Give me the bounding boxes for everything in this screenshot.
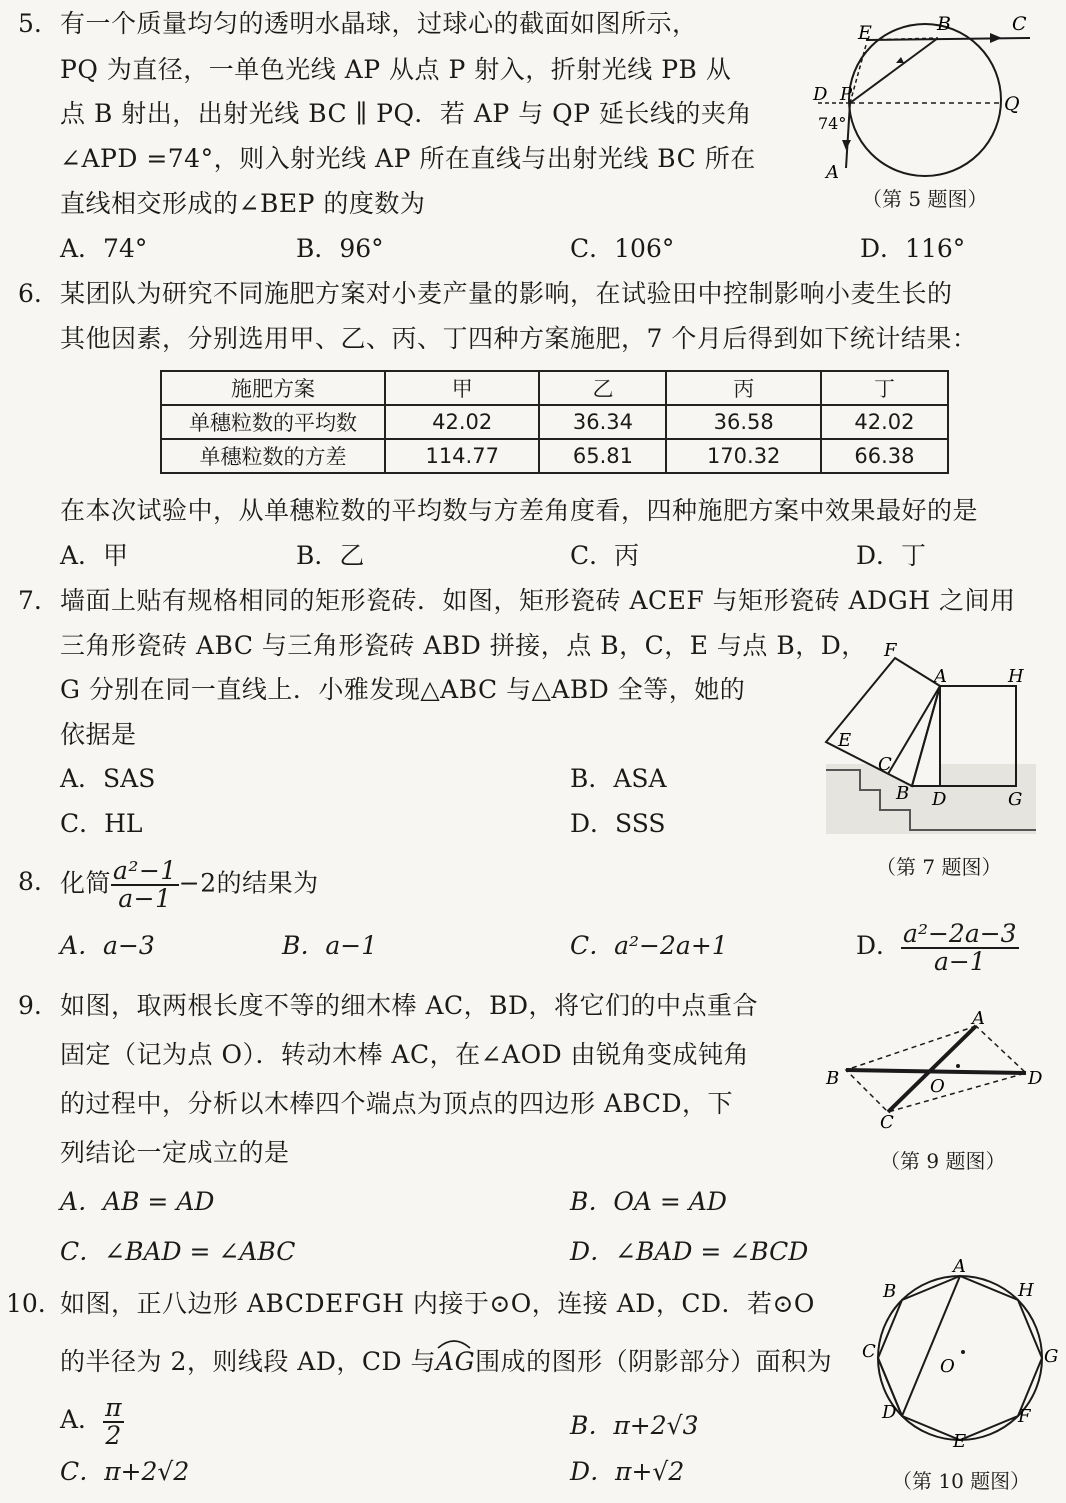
q7-option-a: A．SAS xyxy=(60,764,156,793)
q5-option-d: D．116° xyxy=(860,234,966,263)
q8-option-d-num: a²−2a−3 xyxy=(903,918,1017,948)
q7-option-c: C．HL xyxy=(60,809,143,838)
table-cell: 66.38 xyxy=(821,439,948,473)
arrow-pb xyxy=(896,57,904,63)
refracted-ray-pb xyxy=(850,38,938,103)
arrow-ap xyxy=(842,140,851,150)
q6-number: 6. xyxy=(18,279,42,308)
q8-option-c: C．a²−2a+1 xyxy=(570,931,728,960)
q10-option-d: D．π+√2 xyxy=(570,1457,685,1486)
table-cell: 65.81 xyxy=(539,439,666,473)
q5-option-c: C．106° xyxy=(570,234,675,263)
q10-option-a xyxy=(60,1392,124,1449)
q5-number: 5. xyxy=(18,9,42,38)
table-cell: 单穗粒数的方差 xyxy=(161,439,385,473)
q9-caption: （第 9 题图） xyxy=(880,1149,1006,1173)
table-header-row xyxy=(161,371,948,405)
label-g: G xyxy=(1044,1346,1059,1367)
label-b: B xyxy=(937,13,951,35)
q8-option-d-label: D． xyxy=(856,931,902,960)
label-e: E xyxy=(858,22,872,44)
arc-ag-label: AG xyxy=(436,1347,476,1376)
label-q: Q xyxy=(1004,93,1020,115)
q5-line-5: 直线相交形成的∠BEP 的度数为 xyxy=(60,189,426,218)
label-e: E xyxy=(838,730,852,751)
q6-after-table: 在本次试验中，从单穗粒数的平均数与方差角度看，四种施肥方案中效果最好的是 xyxy=(60,496,979,525)
q8-option-b: B．a−1 xyxy=(282,931,378,960)
q8-suffix: −2的结果为 xyxy=(178,868,319,898)
table-header-cell: 施肥方案 xyxy=(161,371,385,405)
table-row xyxy=(161,439,948,473)
q7-line-3: G 分别在同一直线上．小雅发现△ABC 与△ABD 全等，她的 xyxy=(60,675,746,704)
label-o: O xyxy=(930,1076,945,1097)
point-o-dot xyxy=(956,1064,960,1068)
q9-option-b: B．OA = AD xyxy=(570,1187,727,1216)
arc-ag xyxy=(436,1346,475,1378)
q10-option-a-fraction xyxy=(103,1392,123,1450)
label-d: D xyxy=(1028,1068,1043,1089)
label-a: A xyxy=(972,1010,985,1029)
label-a: A xyxy=(826,162,839,183)
label-d: D xyxy=(932,789,947,810)
label-c: C xyxy=(878,754,892,775)
q5-line-2: PQ 为直径，一单色光线 AP 从点 P 射入，折射光线 PB 从 xyxy=(60,55,732,84)
label-c: C xyxy=(1012,13,1027,35)
q10-option-a-num: π xyxy=(105,1392,122,1422)
label-c: C xyxy=(862,1341,876,1362)
q7-line-1: 墙面上贴有规格相同的矩形瓷砖．如图，矩形瓷砖 ACEF 与矩形瓷砖 ADGH 之间用 xyxy=(60,586,1016,615)
q8-number: 8. xyxy=(18,867,42,896)
q9-line-4: 列结论一定成立的是 xyxy=(60,1138,290,1167)
q10-line-1: 如图，正八边形 ABCDEFGH 内接于⊙O，连接 AD，CD．若⊙O xyxy=(60,1289,815,1318)
table-header-cell: 甲 xyxy=(385,371,539,405)
label-a: A xyxy=(934,666,947,687)
q10-option-c: C．π+2√2 xyxy=(60,1457,190,1486)
incident-ray-ap xyxy=(846,103,850,168)
q5-caption: （第 5 题图） xyxy=(862,187,988,211)
q8-option-d-fraction xyxy=(901,918,1019,976)
label-g: G xyxy=(1008,789,1023,810)
label-angle-74: 74° xyxy=(818,114,847,133)
q9-option-d: D．∠BAD = ∠BCD xyxy=(570,1237,809,1266)
q8-frac-num: a²−1 xyxy=(113,856,177,885)
label-f: F xyxy=(884,640,897,661)
table-cell: 36.34 xyxy=(539,405,666,439)
q7-line-4: 依据是 xyxy=(60,720,137,749)
q10-caption: （第 10 题图） xyxy=(892,1469,1031,1493)
q6-option-d: D．丁 xyxy=(856,541,927,570)
q6-line-1: 某团队为研究不同施肥方案对小麦产量的影响，在试验田中控制影响小麦生长的 xyxy=(60,279,953,308)
table-header-cell: 丙 xyxy=(666,371,820,405)
q5-option-a: A．74° xyxy=(60,234,148,263)
q7-line-2: 三角形瓷砖 ABC 与三角形瓷砖 ABD 拼接，点 B，C，E 与点 B，D， xyxy=(60,631,867,660)
label-c: C xyxy=(880,1112,894,1130)
q7-option-d: D．SSS xyxy=(570,809,666,838)
table-cell: 170.32 xyxy=(666,439,820,473)
q8-prefix: 化简 xyxy=(60,868,112,898)
q6-option-b: B．乙 xyxy=(296,541,365,570)
q8-fraction xyxy=(111,858,179,912)
q8-frac-den: a−1 xyxy=(118,884,172,913)
extended-line-ap xyxy=(850,45,866,103)
q6-line-2: 其他因素，分别选用甲、乙、丙、丁四种方案施肥，7 个月后得到如下统计结果： xyxy=(60,324,978,353)
q5-line-1: 有一个质量均匀的透明水晶球，过球心的截面如图所示， xyxy=(60,9,698,38)
table-cell: 42.02 xyxy=(821,405,948,439)
label-a: A xyxy=(953,1256,966,1277)
q7-option-b: B．ASA xyxy=(570,764,667,793)
q5-line-4: ∠APD =74°，则入射光线 AP 所在直线与出射光线 BC 所在 xyxy=(60,144,756,173)
q10-line-2-b: 围成的图形（阴影部分）面积为 xyxy=(475,1347,833,1376)
q10-line-2-a: 的半径为 2，则线段 AD，CD 与 xyxy=(60,1347,437,1376)
label-h: H xyxy=(1018,1280,1034,1301)
label-b: B xyxy=(896,783,910,804)
q7-caption: （第 7 题图） xyxy=(876,855,1002,879)
q10-figure xyxy=(852,1252,1066,1452)
q8-option-a: A．a−3 xyxy=(60,931,155,960)
q9-line-1: 如图，取两根长度不等的细木棒 AC，BD，将它们的中点重合 xyxy=(60,991,759,1020)
stick-bd xyxy=(846,1070,1026,1073)
q9-line-3: 的过程中，分析以木棒四个端点为顶点的四边形 ABCD，下 xyxy=(60,1089,734,1118)
q9-line-2: 固定（记为点 O）．转动木棒 AC，在∠AOD 由锐角变成钝角 xyxy=(60,1040,750,1069)
table-cell: 36.58 xyxy=(666,405,820,439)
label-d: D xyxy=(813,84,828,105)
label-e: E xyxy=(953,1431,967,1452)
q8-stem xyxy=(60,858,319,912)
label-b: B xyxy=(826,1068,840,1089)
arrow-bc xyxy=(990,33,1002,43)
table-cell: 114.77 xyxy=(385,439,539,473)
q9-figure xyxy=(820,1010,1050,1130)
q6-option-a: A．甲 xyxy=(60,541,129,570)
q9-option-a: A．AB = AD xyxy=(60,1187,215,1216)
table-row xyxy=(161,405,948,439)
q7-figure xyxy=(816,636,1046,842)
q10-number: 10. xyxy=(6,1289,46,1318)
q9-option-c: C．∠BAD = ∠ABC xyxy=(60,1237,296,1266)
label-p: P xyxy=(840,84,853,105)
label-f: F xyxy=(1018,1406,1031,1427)
q10-option-a-den: 2 xyxy=(105,1420,122,1450)
q5-figure xyxy=(800,8,1050,188)
arc-symbol xyxy=(436,1336,472,1350)
q8-option-d-den: a−1 xyxy=(933,946,986,976)
table-cell: 42.02 xyxy=(385,405,539,439)
q5-option-b: B．96° xyxy=(296,234,384,263)
table-cell: 单穗粒数的平均数 xyxy=(161,405,385,439)
label-h: H xyxy=(1008,666,1024,687)
table-header-cell: 丁 xyxy=(821,371,948,405)
center-o-dot xyxy=(961,1350,965,1354)
q6-option-c: C．丙 xyxy=(570,541,640,570)
q10-line-2 xyxy=(60,1346,832,1378)
q10-option-a-label: A． xyxy=(60,1405,104,1434)
fertilizer-table xyxy=(160,370,949,474)
label-d: D xyxy=(882,1402,897,1423)
label-o: O xyxy=(940,1356,955,1377)
table-header-cell: 乙 xyxy=(539,371,666,405)
q10-option-b: B．π+2√3 xyxy=(570,1411,699,1440)
q8-option-d xyxy=(856,918,1019,975)
q9-number: 9. xyxy=(18,991,42,1020)
q7-number: 7. xyxy=(18,586,42,615)
q5-line-3: 点 B 射出，出射光线 BC ∥ PQ．若 AP 与 QP 延长线的夹角 xyxy=(60,99,752,128)
label-b: B xyxy=(883,1281,897,1302)
